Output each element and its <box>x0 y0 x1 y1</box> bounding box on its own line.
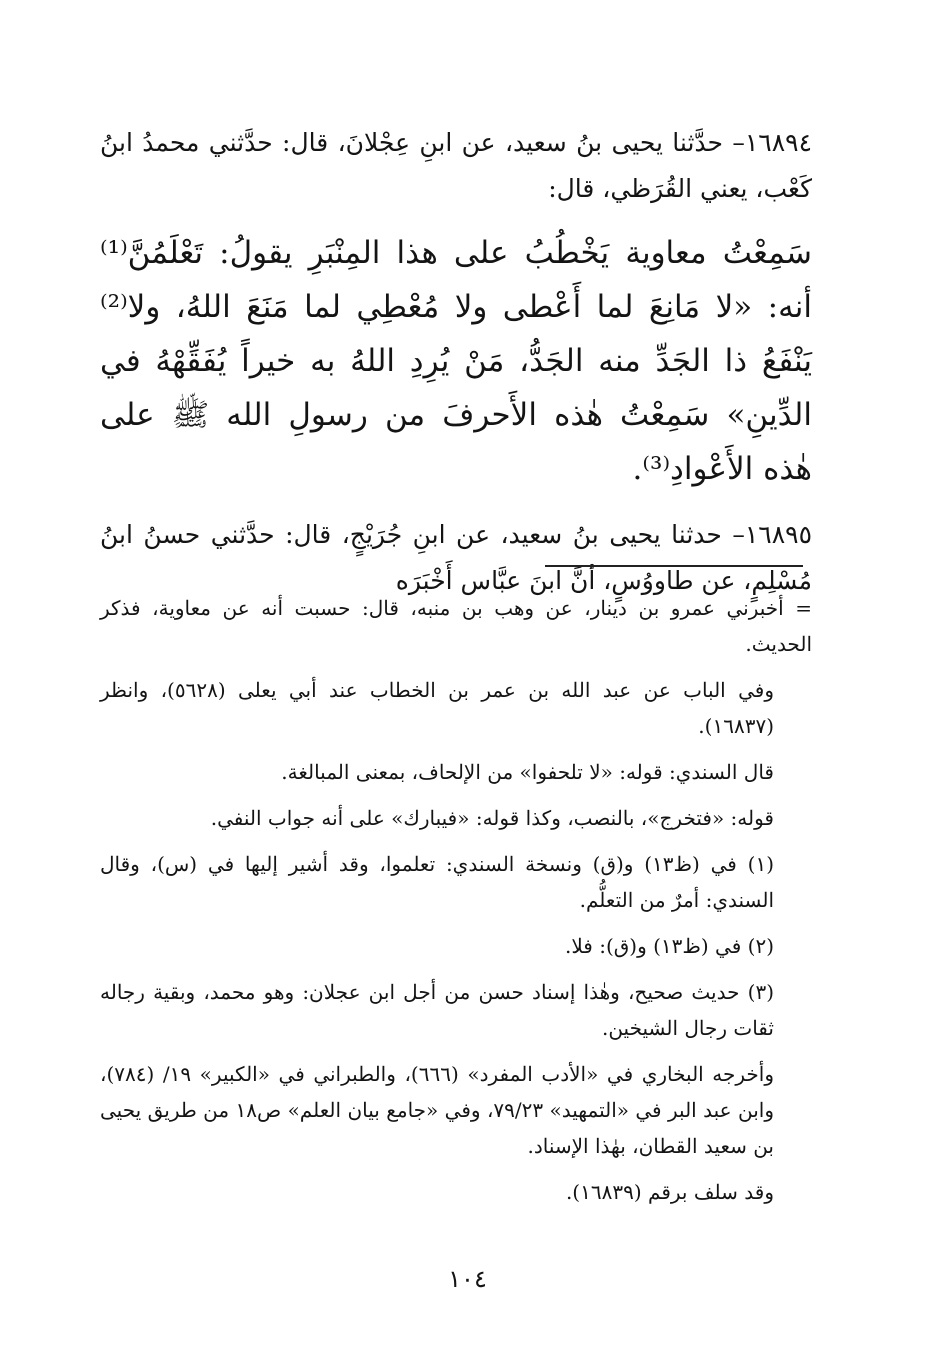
footnote-paragraph: قوله: «فتخرج»، بالنصب، وكذا قوله: «فيبارك» على أنه جواب النفي. <box>210 806 774 830</box>
hadith-16894-intro: ١٦٨٩٤– حدَّثنا يحيى بنُ سعيد، عن ابنِ عِجْلانَ، قال: حدَّثني محمدُ ابنُ كَعْب، يعني القُرَظي، قال: <box>100 128 812 203</box>
hadith-16895-intro: ١٦٨٩٥– حدثنا يحيى بنُ سعيد، عن ابنِ جُرَيْجٍ، قال: حدَّثني حسنُ ابنُ مُسْلِمٍ، عن طاووُسٍ، أنَّ ابنَ عبَّاس أَخْبَرَه <box>100 520 812 595</box>
footnote-continuation: = أخبرني عمرو بن دينار، عن وهب بن منبه، قال: حسبت أنه عن معاوية، فذكر الحديث. <box>100 596 812 656</box>
page-number: ١٠٤ <box>448 1265 487 1293</box>
main-text <box>100 120 812 618</box>
hadith-16894-text: سَمِعْتُ معاوية يَخْطُبُ على هذا المِنْبَرِ يقولُ: تَعْلَمُنَّ⁽¹⁾ أنه: «لا مَانِعَ لما أَعْطى ولا مُعْطِي لما مَنَعَ اللهُ، ولا⁽²⁾ يَنْفَعُ ذا الجَدِّ منه الجَدُّ، مَنْ يُرِدِ اللهُ به خيراً يُفَقِّهْهُ في الدِّينِ» سَمِعْتُ هٰذه الأَحرفَ من رسولِ الله ﷺ على هٰذه الأَعْوادِ⁽³⁾. <box>100 235 812 487</box>
footnote-paragraph: وفي الباب عن عبد الله بن عمر بن الخطاب عند أبي يعلى (٥٦٢٨)، وانظر (١٦٨٣٧). <box>100 678 774 738</box>
footnote-1: (١) في (ظ١٣) و(ق) ونسخة السندي: تعلموا، وقد أشير إليها في (س)، وقال السندي: أمرٌ من التعلُّم. <box>100 852 774 912</box>
footnotes <box>100 590 812 1220</box>
footnote-paragraph: قال السندي: قوله: «لا تلحفوا» من الإلحاف، بمعنى المبالغة. <box>281 760 774 784</box>
footnote-3: (٣) حديث صحيح، وهٰذا إسناد حسن من أجل ابن عجلان: وهو محمد، وبقية رجاله ثقات رجال الشيخين. <box>100 980 774 1040</box>
footnote-separator <box>545 565 803 567</box>
footnote-paragraph: وقد سلف برقم (١٦٨٣٩). <box>565 1180 774 1204</box>
footnote-2: (٢) في (ظ١٣) و(ق): فلا. <box>565 934 774 958</box>
footnote-paragraph: وأخرجه البخاري في «الأدب المفرد» (٦٦٦)، والطبراني في «الكبير» ١٩/ (٧٨٤)، وابن عبد البر في «التمهيد» ٧٩/٢٣، وفي «جامع بيان العلم» ص١٨ من طريق يحيى بن سعيد القطان، بهٰذا الإسناد. <box>100 1062 775 1158</box>
